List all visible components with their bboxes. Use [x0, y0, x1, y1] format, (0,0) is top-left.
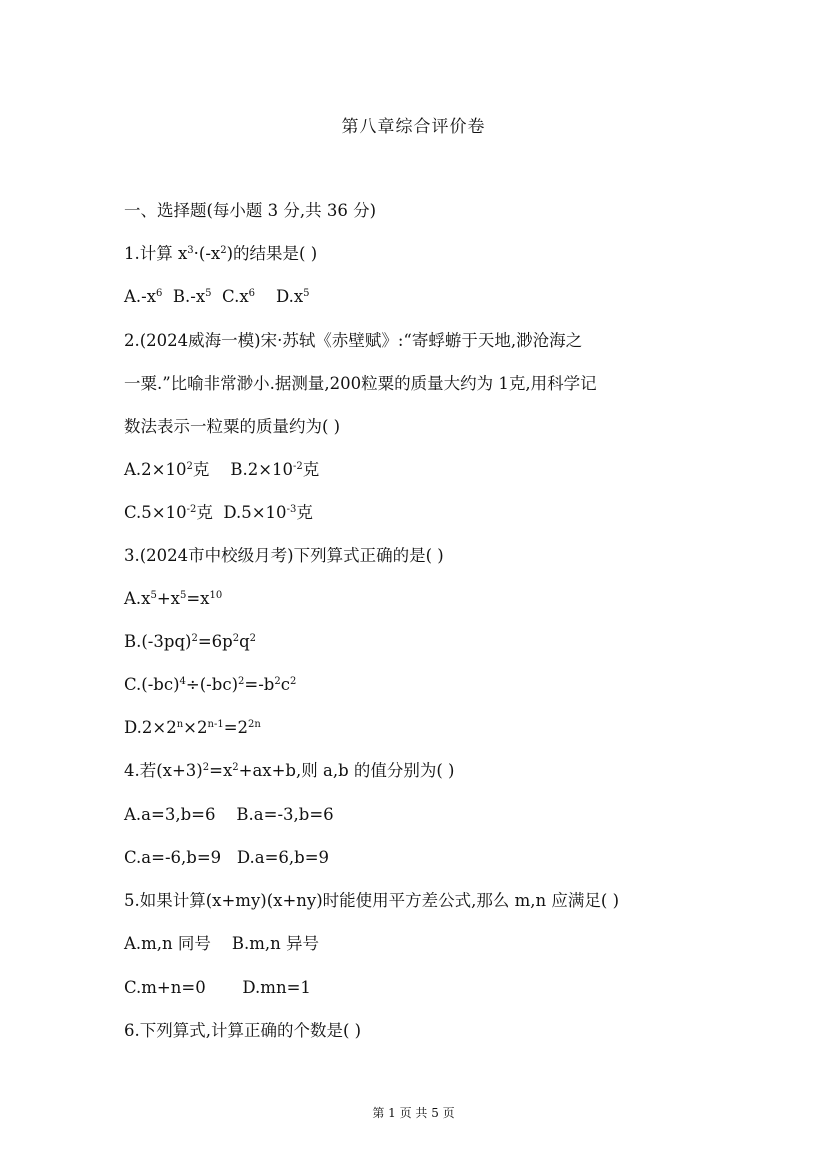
question-4: 4.若$(x+3)^2=x^2+ax+b$,则 a,b 的值分别为( ) [124, 761, 455, 780]
question-1-options: $A.-x^6$ $B.-x^5$ $C.x^6$ $D.x^5$ [124, 287, 310, 306]
question-2-line-1: 2.(2024威海一模)宋·苏轼《赤壁赋》:“寄蜉蝣于天地,渺沧海之 [124, 331, 583, 350]
question-4-options-ab: A.a=3,b=6 B.a=-3,b=6 [124, 805, 334, 824]
page-footer: 第 1 页 共 5 页 [372, 1106, 455, 1120]
question-3: 3.(2024市中校级月考)下列算式正确的是( ) [124, 546, 444, 565]
question-5-options-ab: A.m,n 同号 B.m,n 异号 [124, 934, 320, 953]
question-3-option-b: $B.(-3pq)^2=6p^2q^2$ [124, 632, 257, 651]
question-4-options-cd: C.a=-6,b=9 D.a=6,b=9 [124, 848, 330, 867]
question-5: 5.如果计算(x+my)(x+ny)时能使用平方差公式,那么 m,n 应满足( ) [124, 891, 620, 910]
question-3-option-a: $A.x^5+x^5=x^{10}$ [124, 589, 223, 608]
section-heading: 一、选择题(每小题 3 分,共 36 分) [124, 201, 377, 220]
question-3-option-c: $C.(-bc)^4\div(-bc)^2=-b^2c^2$ [124, 675, 297, 694]
page-title: 第八章综合评价卷 [341, 117, 486, 137]
question-5-options-cd: C.m+n=0 D.mn=1 [124, 978, 311, 997]
question-2-options-cd: $C.5\times 10^{-2}$克 $D.5\times 10^{-3}$克 [124, 503, 313, 522]
question-1: 1.计算 $x^3\cdot(-x^2)$的结果是( ) [124, 244, 318, 263]
question-2-options-ab: $A.2\times 10^2$克 $B.2\times 10^{-2}$克 [124, 460, 320, 479]
question-6: 6.下列算式,计算正确的个数是( ) [124, 1021, 362, 1040]
question-2-line-2: 一粟.”比喻非常渺小.据测量,200粒粟的质量大约为 1克,用科学记 [124, 374, 597, 393]
question-3-option-d: $D.2\times 2^n\times 2^{n-1}=2^{2n}$ [124, 718, 261, 737]
question-2-line-3: 数法表示一粒粟的质量约为( ) [124, 417, 341, 436]
